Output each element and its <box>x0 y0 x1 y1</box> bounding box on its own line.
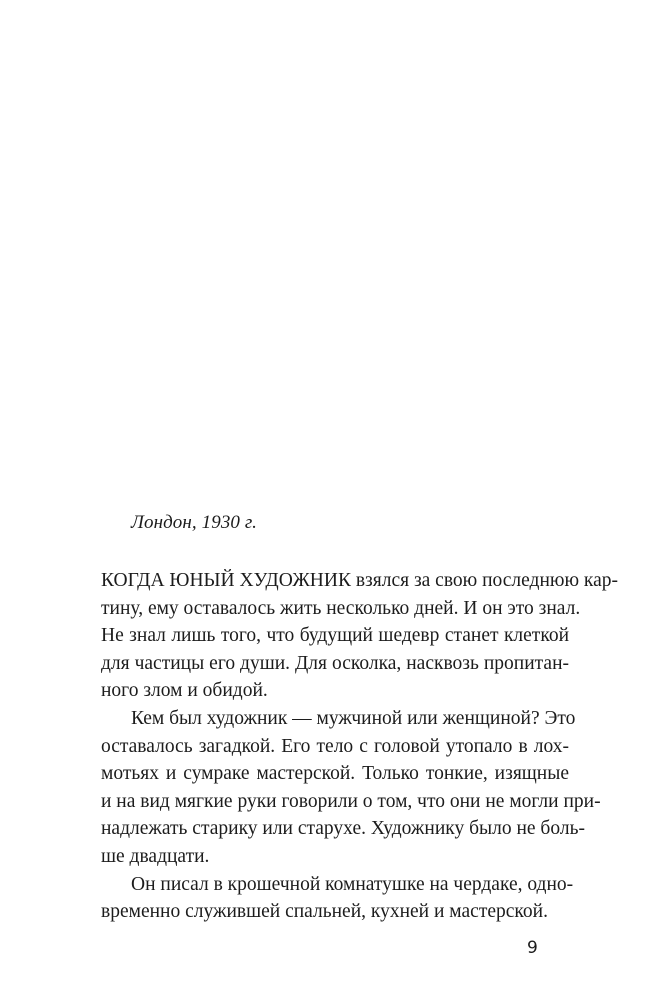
text-line: Он писал в крошечной комнатушке на чердаке, одно- <box>131 873 574 895</box>
text-line: мотьях и сумраке мастерской. Только тонкие, изящные <box>101 763 569 785</box>
text-line: Кем был художник — мужчиной или женщиной? Это <box>131 707 576 729</box>
text-line: тину, ему оставалось жить несколько дней. И он это знал. <box>101 597 581 619</box>
body-text <box>101 567 619 926</box>
text-line: Не знал лишь того, что будущий шедевр станет клеткой <box>101 625 569 647</box>
paragraph <box>101 705 601 871</box>
text-line: ше двадцати. <box>101 845 210 867</box>
place-date-epigraph: Лондон, 1930 г. <box>131 512 257 533</box>
text-line: ного злом и обидой. <box>101 680 268 702</box>
text-line: КОГДА ЮНЫЙ ХУДОЖНИК взялся за свою последнюю кар- <box>101 570 619 591</box>
text-line: для частицы его души. Для осколка, насквозь пропитан- <box>101 652 569 674</box>
text-line: временно служившей спальней, кухней и мастерской. <box>101 901 548 923</box>
paragraph <box>101 871 574 926</box>
text-line: надлежать старику или старухе. Художнику было не боль- <box>101 818 585 840</box>
page-number: 9 <box>527 938 538 958</box>
text-line: и на вид мягкие руки говорили о том, что они не могли при- <box>101 790 601 812</box>
text-line: оставалось загадкой. Его тело с головой утопало в лох- <box>101 735 569 757</box>
paragraph <box>101 567 619 705</box>
